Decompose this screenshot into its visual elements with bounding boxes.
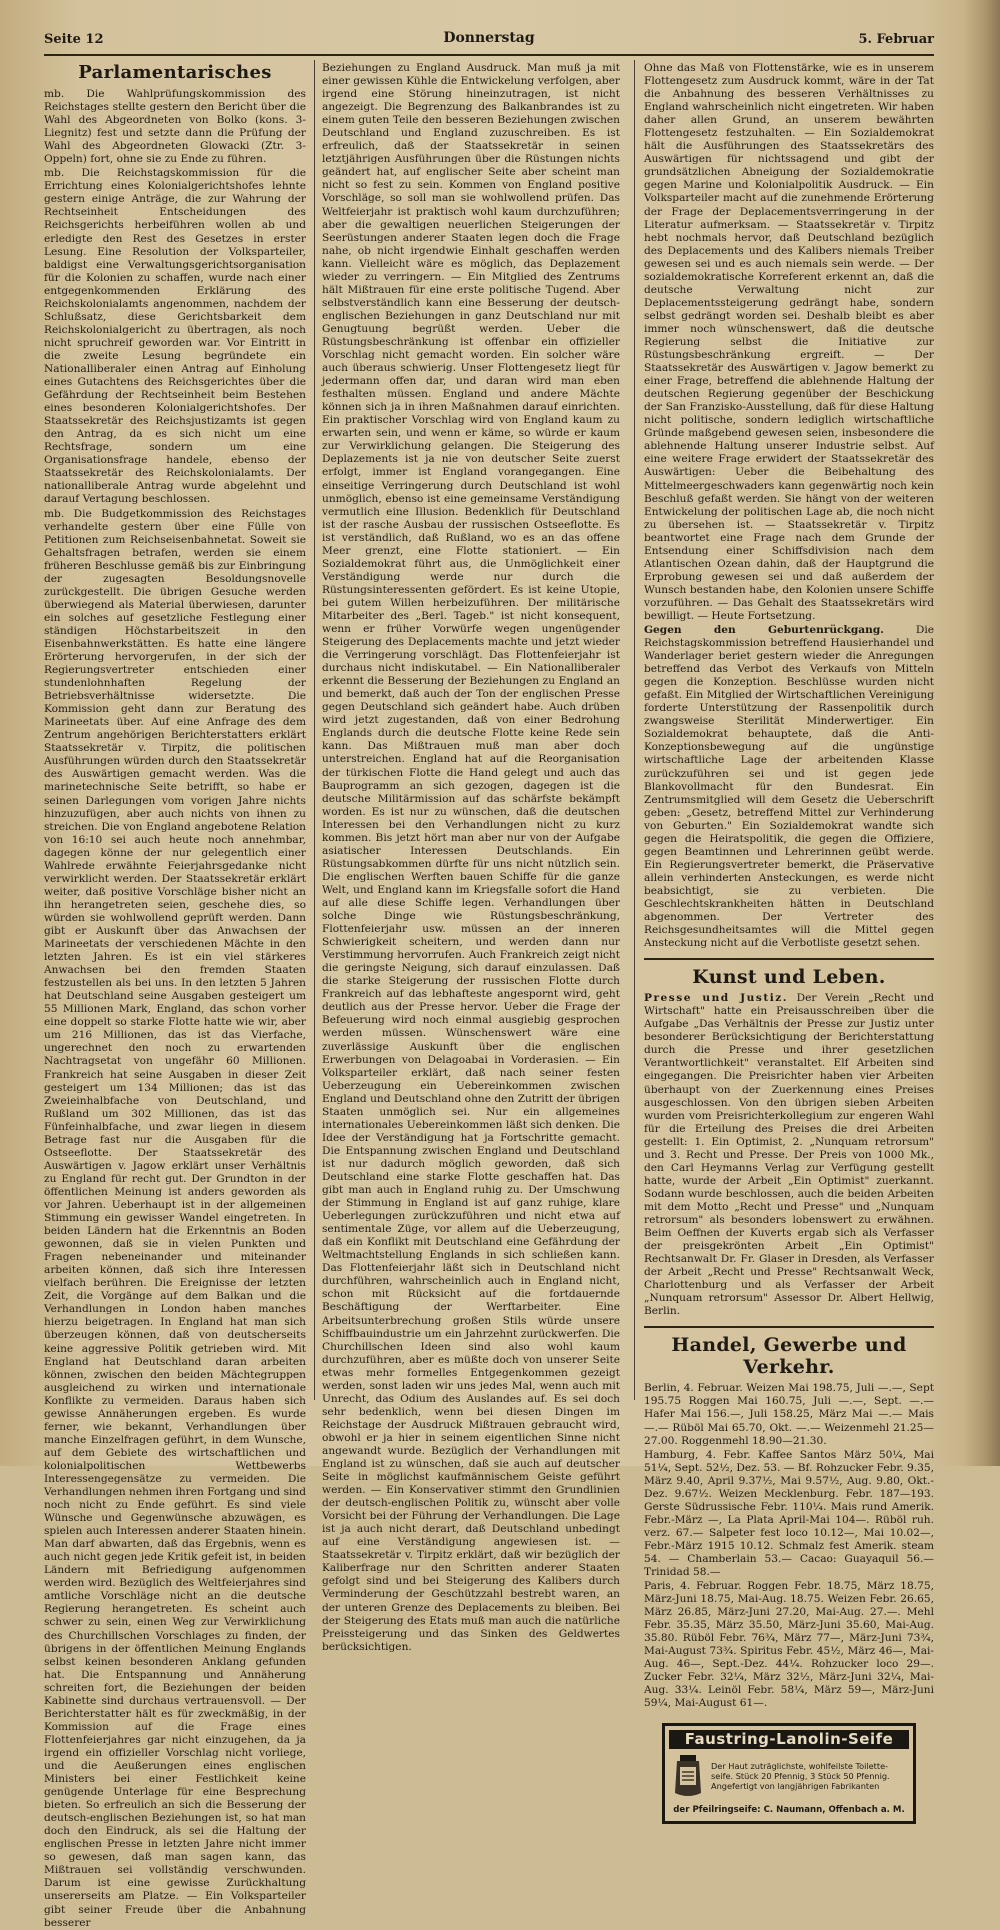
article-paragraph-presse-justiz — [644, 992, 934, 1318]
advertisement-soap — [662, 1723, 916, 1824]
ad-footer: der Pfeilringseife: C. Naumann, Offenbach a. M. — [673, 1804, 905, 1815]
article-paragraph-geburtenrueckgang — [644, 624, 934, 950]
market-report: Berlin, 4. Februar. Weizen Mai 198.75, Juli —.—, Sept 195.75 Roggen Mai 160.75, Juli —.—, Sept. —.— Hafer Mai 156.—, Juli 158.25, März Mai —.— Mais —.— Rüböl Mai 65.70, Okt. —.— Weizenmehl 21.25—27.00. Roggenmehl 18.90—21.30. — [644, 1382, 934, 1447]
subheading-presse-justiz: Presse und Justiz. — [644, 992, 788, 1005]
masthead-day: Donnerstag — [443, 30, 535, 46]
section-divider — [644, 1326, 934, 1328]
market-report: Hamburg, 4. Febr. Kaffee Santos März 50¹⁄₄, Mai 51¹⁄₄, Sept. 52¹⁄₂, Dez. 53. — Bf. Rohzucker Febr. 9.35, März 9.40, April 9.37¹⁄₂, Mai 9.57¹⁄₂, Aug. 9.80, Okt.-Dez. 9.67¹⁄₂. Weizen Mecklenburg. Febr. 187—193. Gerste Südrussische Febr. 110¹⁄₄. Mais rund Amerik. Febr.-März —, La Plata April-Mai 104—. Rüböl ruh. verz. 67.— Salpeter fest loco 10.12—, Mai 10.02—, Febr.-März 1915 10.12. Schmalz fest Amerik. steam 54. — Chamberlain 53.— Cacao: Guayaquil 56.— Trinidad 58.— — [644, 1448, 934, 1579]
article-paragraph: mb. Die Budgetkommission des Reichstages verhandelte gestern über eine Fülle von Petitionen zum Reichseisenbahnetat. Soweit sie Gehaltsfragen betrafen, werden sie einem früheren Beschlusse gemäß bis zur Einbringung der zugesagten Besoldungsnovelle zurückgestellt. Die übrigen Gesuche werden überwiegend als Material überwiesen, darunter ein solches auf gesetzliche Festlegung einer ständigen Höchstarbeitszeit in den Eisenbahnwerkstätten. Es hatte eine längere Erörterung hervorgerufen, in der sich der Regierungsvertreter entschieden einer stundenlohnhaften Regelung der Betriebsverhältnisse widersetzte. Die Kommission geht dann zur Beratung des Marineetats über. Auf eine Anfrage des dem Zentrum angehörigen Berichterstatters erklärt Staatssekretär v. Tirpitz, die politischen Ausführungen würden durch den Staatssekretär des Auswärtigen gemacht werden. Was die marinetechnische Seite betrifft, so habe er seinen Darlegungen vom vorigen Jahre nichts hinzuzufügen, aber auch nichts von ihnen zu streichen. Die von England angebotene Relation von 16:10 sei auch heute noch annehmbar, dagegen könne der nur gelegentlich einer Wahlrede erwähnte Feierjahrsgedanke nicht verwirklicht werden. Der Staatssekretär erklärt weiter, daß positive Vorschläge bisher nicht an ihn herangetreten seien, geschehe dies, so würden sie wohlwollend geprüft werden. Dann gibt er Auskunft über das Anwachsen der Marineetats der verschiedenen Mächte in den letzten Jahren. Es ist ein viel stärkeres Anwachsen bei den fremden Staaten festzustellen als bei uns. In den letzten 5 Jahren hat Deutschland seine Ausgaben gesteigert um 55 Millionen Mark, England, das schon vorher eine doppelt so starke Flotte hatte wie wir, aber um 216 Millionen, das ist das Vierfache, ungerechnet den noch zu erwartenden Nachtragsetat von ungefähr 60 Millionen. Frankreich hat seine Ausgaben in dieser Zeit gesteigert um 134 Millionen; das ist das Zweieinhalbfache von Deutschland, und Rußland um 302 Millionen, das ist das Fünfeinhalbfache, und zwar liegen in diesem Betrage fast nur die Ausgaben für die Ostseeflotte. Der Staatssekretär des Auswärtigen v. Jagow erklärt unser Verhältnis zu England für recht gut. Der Grundton in der öffentlichen Meinung ist anders geworden als vor Jahren. Ueberhaupt ist in der allgemeinen Stimmung ein gewisser Wandel eingetreten. In beiden Ländern hat die Erkenntnis an Boden gewonnen, daß sie in vielen Punkten und Fragen nebeneinander und miteinander arbeiten können, daß sich ihre Interessen vielfach berühren. Die Ereignisse der letzten Zeit, die Vorgänge auf dem Balkan und die Verhandlungen in London haben manches hierzu beigetragen. In England hat man sich überzeugen können, daß von deutscherseits keine aggressive Politik getrieben wird. Mit England hat Deutschland daran arbeiten können, zwischen den beiden Mächtegruppen ausgleichend zu wirken und internationale Konflikte zu vermeiden. Daraus haben sich gewisse Annäherungen ergeben. Es wurde ferner, wie bekannt, Verhandlungen über manche Einzelfragen geführt, in dem Wunsche, auf dem Gebiete des wirtschaftlichen und kolonialpolitischen Wettbewerbs Interessengegensätze zu vermeiden. Die Verhandlungen nehmen ihren Fortgang und sind noch nicht zu Ende geführt. Es sind viele Wünsche und Gegenwünsche abzuwägen, es spielen auch Interessen anderer Staaten hinein. Man darf abwarten, daß das Ergebnis, wenn es auch nicht gegen jede Kritik gefeit ist, in beiden Ländern mit Befriedigung aufgenommen werden wird. Bezüglich des Weltfeierjahres sind amtliche Vorschläge nicht an die deutsche Regierung herangetreten. Es scheint auch schwer zu sein, einen Weg zur Verwirklichung des Churchillschen Vorschlages zu finden, der übrigens in der öffentlichen Meinung Englands selbst keinen besonderen Anklang gefunden hat. Die Entspannung und Annäherung schreiten fort, die Beziehungen der beiden Kabinette sind durchaus vertrauensvoll. — Der Berichterstatter hält es für zweckmäßig, in der Kommission auf die Frage eines Flottenfeierjahres gar nicht einzugehen, da ja irgend ein offizieller Vorschlag nicht vorliege, und die Aeußerungen eines englischen Ministers bei einer Festlichkeit keine genügende Unterlage für eine Besprechung bieten. So erfreulich an sich die Besserung der deutsch-englischen Beziehungen ist, so hat man doch den Eindruck, als sei die Haltung der englischen Presse in letzten Jahre nicht immer so gewesen, daß man sagen kann, das Mißtrauen sei vollständig verschwunden. Darum ist eine gewisse Zurückhaltung unsererseits am Platze. — Ein Volksparteiler gibt seiner Freude über die Anbahnung besserer — [44, 507, 306, 1929]
column-1 — [44, 62, 306, 1929]
ad-body — [669, 1749, 909, 1801]
section-title-kunst-und-leben: Kunst und Leben. — [692, 966, 886, 989]
section-title-parlamentarisches: Parlamentarisches — [78, 62, 272, 83]
page-header — [44, 28, 934, 56]
ad-text: Der Haut zuträglichste, wohlfeilste Toilette-seife. Stück 20 Pfennig, 3 Stück 50 Pfennig. Angefertigt von langjährigen Fabrikanten — [711, 1760, 890, 1791]
column-3 — [644, 62, 934, 1815]
article-paragraph: Ohne das Maß von Flottenstärke, wie es in unserem Flottengesetz zum Ausdruck kommt, wäre in der Tat die Anbahnung des besseren Verhältnisses zu England wahrscheinlich nicht eingetreten. Wir haben daher allen Grund, an unserem bewährten Flottengesetz festzuhalten. — Ein Sozialdemokrat hält die Ausführungen des Staatssekretärs des Auswärtigen für nichtssagend und gibt der grundsätzlichen Abneigung der Sozialdemokratie gegen Marine und Kolonialpolitik Ausdruck. — Ein Volksparteiler macht auf die zunehmende Erörterung der Frage der Deplacementsverringerung in der Literatur aufmerksam. — Staatssekretär v. Tirpitz hebt nochmals hervor, daß Deutschland bezüglich des Deplacements und des Kalibers niemals Treiber gewesen sei und es auch niemals sein werde. — Der sozialdemokratische Korreferent erkennt an, daß die deutsche Verwaltung nicht zur Deplacementssteigerung gedrängt habe, sondern selbst gedrängt worden sei. Deshalb bleibt es aber immer noch wünschenswert, daß die deutsche Regierung selbst die Initiative zur Rüstungsbeschränkung ergreift. — Der Staatssekretär des Auswärtigen v. Jagow bemerkt zu einer Frage, betreffend die ablehnende Haltung der deutschen Regierung gegenüber der Beschickung der San Franzisko-Ausstellung, daß für diese Haltung nicht politische, sondern lediglich wirtschaftliche Gründe maßgebend gewesen seien, insbesondere die ablehnende Haltung unserer Industrie selbst. Auf eine weitere Frage erwidert der Staatssekretär des Auswärtigen: Ueber die Beibehaltung des Mittelmeergeschwaders kann gegenwärtig noch kein Beschluß gefaßt werden. Sie hängt von der weiteren Entwickelung der politischen Lage ab, die noch nicht zu übersehen ist. — Staatssekretär v. Tirpitz beantwortet eine Frage nach dem Grunde der Entsendung einer Schiffsdivision nach dem Atlantischen Ozean dahin, daß der Hauptgrund die Erprobung gewesen sei und daß außerdem der Wunsch bestanden habe, den Kolonien unsere Schiffe vorzuführen. — Das Gehalt des Staatssekretärs wird bewilligt. — Heute Fortsetzung. — [644, 62, 934, 622]
subheading-geburtenrueckgang: Gegen den Geburtenrückgang. — [644, 624, 884, 637]
ad-title: Faustring-Lanolin-Seife — [669, 1730, 909, 1749]
subheading-text: Der Verein „Recht und Wirtschaft" hatte ein Preisausschreiben über die Aufgabe „Das Verhältnis der Presse zur Justiz unter besonderer Berücksichtigung der Berichterstattung durch die Presse und ihrer gesetzlichen Verantwortlichkeit" veranstaltet. Elf Arbeiten sind eingegangen. Die Preisrichter haben vier Arbeiten überhaupt von der Zuerkennung eines Preises ausgeschlossen. Von den übrigen sieben Arbeiten wurden vom Preisrichterkollegium zur engeren Wahl für die Erteilung des Preises die drei Arbeiten gestellt: 1. Ein Optimist, 2. „Nunquam retrorsum" und 3. Recht und Presse. Der Preis von 1000 Mk., den Carl Heymanns Verlag zur Verfügung gestellt hatte, wurde der Arbeit „Ein Optimist" zuerkannt. Sodann wurde beschlossen, auch die beiden Arbeiten mit dem Motto „Recht und Presse" und „Nunquam retrorsum" als besonders lobenswert zu erwähnen. Beim Oeffnen der Kuverts ergab sich als Verfasser der preisgekrönten Arbeit „Ein Optimist" Rechtsanwalt Dr. Fr. Glaser in Dresden, als Verfasser der Arbeit „Recht und Presse" Rechtsanwalt Weck, Charlottenburg und als Verfasser der Arbeit „Nunquam retrorsum" Assessor Dr. Albert Hellwig, Berlin. — [644, 992, 934, 1318]
article-paragraph: mb. Die Wahlprüfungskommission des Reichstages stellte gestern den Bericht über die Wahl des Abgeordneten von Bolko (kons. 3-Liegnitz) fest und setzte dann die Prüfung der Wahl des Abgeordneten Glowacki (Ztr. 3-Oppeln) fort, ohne sie zu Ende zu führen. — [44, 88, 306, 166]
page-number: Seite 12 — [44, 32, 104, 47]
section-title-handel: Handel, Gewerbe und Verkehr. — [671, 1334, 907, 1379]
column-rule-2 — [634, 60, 635, 1400]
page-spine-shadow — [964, 0, 1000, 1466]
issue-date: 5. Februar — [858, 32, 934, 47]
article-paragraph: mb. Die Reichstagskommission für die Errichtung eines Kolonialgerichtshofes lehnte gestern einige Anträge, die zur Wahrung der Rechtseinheit Entscheidungen des Reichsgerichts herbeiführen wollen ab und erledigte den Rest des Gesetzes in erster Lesung. Eine Resolution der Volksparteiler, baldigst eine Verwaltungsgerichtsorganisation für die Kolonien zu schaffen, wurde nach einer entgegenkommenden Erklärung des Reichskolonialamts angenommen, nachdem der Schlußsatz, diese Gerichtsbarkeit dem Reichskolonialgericht zu übertragen, als noch nicht spruchreif geworden war. Vor Eintritt in die zweite Lesung begründete ein Nationalliberaler einen Antrag auf Einholung eines Gutachtens des Reichsgerichtes über die Gefährdung der Rechtseinheit beim Bestehen eines besonderen Kolonialgerichtshofes. Der Staatssekretär des Reichsjustizamts ist gegen den Antrag, da es sich nicht um eine Rechtsfrage, sondern um eine Organisationsfrage handele, ebenso der Staatssekretär des Reichskolonialamts. Der nationalliberale Antrag wurde abgelehnt und darauf Vertagung beschlossen. — [44, 167, 306, 506]
subheading-text: Die Reichstagskommission betreffend Hausierhandel und Wanderlager beriet gestern wieder die Anregungen betreffend das Verbot des Verkaufs von Mitteln gegen die Konzeption. Beschlüsse wurden nicht gefaßt. Ein Mitglied der Wirtschaftlichen Vereinigung forderte Unterstützung der Rassenpolitik durch zwangsweise Sterilität Minderwertiger. Ein Sozialdemokrat behauptete, daß die Anti-Konzeptionsbewegung auf die ungünstige wirtschaftliche Lage der arbeitenden Klasse zurückzuführen sei und ist gegen jede Blankovollmacht für den Bundesrat. Ein Zentrumsmitglied will dem Gesetz die Ueberschrift geben: „Gesetz, betreffend Mittel zur Verhinderung von Geburten." Ein Sozialdemokrat wandte sich gegen die Heiratspolitik, die gegen die Offiziere, gegen Beamtinnen und Lehrerinnen geübt werde. Ein Regierungsvertreter bemerkt, die Präservative allein verhinderten Ansteckungen, es werde nicht beabsichtigt, sie zu verbieten. Die Geschlechtskrankheiten hätten in Deutschland abgenommen. Der Vertreter des Reichsgesundheitsamtes will die Mittel gegen Ansteckung nicht auf die Verbotliste gesetzt sehen. — [644, 624, 934, 950]
market-report: Paris, 4. Februar. Roggen Febr. 18.75, März 18.75, März-Juni 18.75, Mai-Aug. 18.75. Weizen Febr. 26.65, März 26.85, März-Juni 27.20, Mai-Aug. 27.—. Mehl Febr. 35.35, März 35.50, März-Juni 35.60, Mai-Aug. 35.80. Rüböl Febr. 76³⁄₄, März 77—, März-Juni 73³⁄₄, Mai-August 73³⁄₄. Spiritus Febr. 45¹⁄₂, März 46—, Mai-Aug. 46—, Sept.-Dez. 44¹⁄₄. Rohzucker loco 29—. Zucker Febr. 32¹⁄₄, März 32¹⁄₂, März-Juni 32¹⁄₄, Mai-Aug. 33¹⁄₄. Leinöl Febr. 58¹⁄₄, März 59—, März-Juni 59¹⁄₄, Mai-August 61—. — [644, 1580, 934, 1710]
column-rule-1 — [314, 60, 315, 1400]
article-paragraph: Beziehungen zu England Ausdruck. Man muß ja mit einer gewissen Kühle die Entwickelung verfolgen, aber irgend eine Störung hineinzutragen, ist nicht angezeigt. Die Begrenzung des Balkanbrandes ist zu einem guten Teile den besseren Beziehungen zwischen Deutschland und England zuzuschreiben. Es ist erfreulich, daß der Staatssekretär in seinen letztjährigen Ausführungen über die Rüstungen nichts geändert hat, auf englischer Seite aber scheint man nicht so fest zu sein. Kommen von England positive Vorschläge, so soll man sie wohlwollend prüfen. Das Weltfeierjahr ist praktisch wohl kaum durchzuführen; aber die gewaltigen neuerlichen Steigerungen der Seerüstungen anderer Staaten legen doch die Frage nahe, ob nicht irgendwie Einhalt geschaffen werden kann. Vielleicht wäre es möglich, das Deplazement wieder zu verringern. — Ein Mitglied des Zentrums hält Mißtrauen für eine erste politische Tugend. Aber selbstverständlich kann eine Besserung der deutsch-englischen Beziehungen in ganz Deutschland nur mit Genugtuung begrüßt werden. Ueber die Rüstungsbeschränkung ist offenbar ein offizieller Vorschlag nicht gemacht worden. Ein solcher wäre auch überaus schwierig. Unser Flottengesetz liegt für jedermann offen dar, und daran wird man eben festhalten müssen. England und andere Mächte können sich ja in ihren Maßnahmen darauf einrichten. Ein praktischer Vorschlag wird von England kaum zu erwarten sein, und wenn er käme, so würde er kaum zur Verwirklichung gelangen. Die Steigerung des Deplazements ist ja nie von deutscher Seite zuerst erfolgt, immer ist England vorangegangen. Eine einseitige Verringerung durch Deutschland ist wohl unmöglich, ebenso ist eine gemeinsame Verständigung vermutlich eine Illusion. Bedenklich für Deutschland ist der rasche Ausbau der russischen Ostseeflotte. Es ist verständlich, daß Rußland, wo es an das offene Meer grenzt, eine Flotte stationiert. — Ein Sozialdemokrat führt aus, die Unmöglichkeit einer Verständigung werde nur durch die Rüstungsinteressenten gefördert. Es ist keine Utopie, bei gutem Willen herbeizuführen. Der militärische Mitarbeiter des „Berl. Tageb." ist nicht konsequent, wenn er früher Vorwürfe wegen ungenügender Steigerung des Deplacements machte und jetzt wieder die Verringerung vorschlägt. Das Flottenfeierjahr ist durchaus nicht indiskutabel. — Ein Nationalliberaler erkennt die Besserung der Beziehungen zu England an und bemerkt, daß auch der Ton der englischen Presse gegen Deutschland sich geändert habe. Auch drüben wird jetzt zugestanden, daß von einer Bedrohung Englands durch die deutsche Flotte keine Rede sein kann. Das Mißtrauen muß man aber doch unterstreichen. England hat auf die Reorganisation der türkischen Flotte die Hand gelegt und auch das Bauprogramm an sich gezogen, dagegen ist die deutsche Militärmission auf das schärfste bekämpft worden. Es ist nur zu wünschen, daß die deutschen Interessen bei den Verhandlungen nicht zu kurz kommen. Bis jetzt hört man aber nur von der Aufgabe asiatischer Interessen Deutschlands. Ein Rüstungsabkommen dürfte für uns nicht nützlich sein. Die englischen Werften bauen Schiffe für die ganze Welt, und England kann im Kriegsfalle sofort die Hand auf alle diese Schiffe legen. Verhandlungen über solche Dinge wie Rüstungsbeschränkung, Flottenfeierjahr usw. müssen an der inneren Schwierigkeit scheitern, und werden dann nur Verstimmung hervorrufen. Auch Frankreich zeigt nicht die geringste Neigung, sich darauf einzulassen. Daß die starke Steigerung der russischen Flotte durch Frankreich auf das lebhafteste angespornt wird, geht deutlich aus der Presse hervor. Ueber die Frage der Befeuerung wird noch einmal ausgiebig gesprochen werden müssen. Wünschenswert wäre eine zuverlässige Auskunft über die englischen Erwerbungen von Delagoabai in Vorderasien. — Ein Volksparteiler erklärt, daß nach seiner festen Ueberzeugung ein Uebereinkommen zwischen England und Deutschland ohne den Zutritt der übrigen Staaten unmöglich sei. Nur ein allgemeines internationales Uebereinkommen läßt sich denken. Die Idee der Verständigung hat ja Fortschritte gemacht. Die Entspannung zwischen England und Deutschland ist nur dadurch möglich geworden, daß sich Deutschland eine starke Flotte geschaffen hat. Das gibt man auch in England ruhig zu. Der Umschwung der Stimmung in England ist auf ganz ruhige, klare Ueberlegungen zurückzuführen und nicht etwa auf sentimentale Züge, vor allem auf die Ueberzeugung, daß ein Konflikt mit Deutschland eine Gefährdung der Weltmachtstellung Englands in sich schließen kann. Das Flottenfeierjahr läßt sich in Deutschland nicht durchführen, wahrscheinlich auch in England nicht, schon mit Rücksicht auf die fortdauernde Beschäftigung der Werftarbeiter. Eine Arbeitsunterbrechung großen Stils würde unsere Schiffbauindustrie um ein Jahrzehnt zurückwerfen. Die Churchillschen Ideen sind also wohl kaum durchzuführen, aber es müßte doch von unserer Seite etwas mehr formelles Entgegenkommen gezeigt werden, sonst laden wir uns jedes Mal, wenn auch mit Unrecht, das Odium des Auslandes auf. Es sei doch sehr bedenklich, wenn bei diesen Dingen im Reichstage der Ausdruck Mißtrauen gebraucht wird, obwohl er ja hier in seinem eigentlichen Sinne nicht angewandt wurde. Bezüglich der Verhandlungen mit England ist zu wünschen, daß sie auch auf deutscher Seite in möglichst kaufmännischem Geiste geführt werden. — Ein Konservativer stimmt den Grundlinien der deutsch-englischen Politik zu, wünscht aber volle Vorsicht bei der Führung der Verhandlungen. Die Lage ist ja auch nicht derart, daß Deutschland unbedingt auf eine Verständigung angewiesen ist. — Staatssekretär v. Tirpitz erklärt, daß wir bezüglich der Kaliberfrage nur den Schritten anderer Staaten gefolgt sind und bei Steigerung des Kalibers durch Verminderung der Geschützzahl bestrebt waren, an der unteren Grenze des Deplacements zu bleiben. Bei der Steigerung des Etats muß man auch die natürliche Preissteigerung und das Sinken des Geldwertes berücksichtigen. — [322, 62, 620, 1653]
soap-tube-icon — [671, 1753, 705, 1799]
column-2 — [322, 62, 620, 1653]
section-divider — [644, 958, 934, 960]
